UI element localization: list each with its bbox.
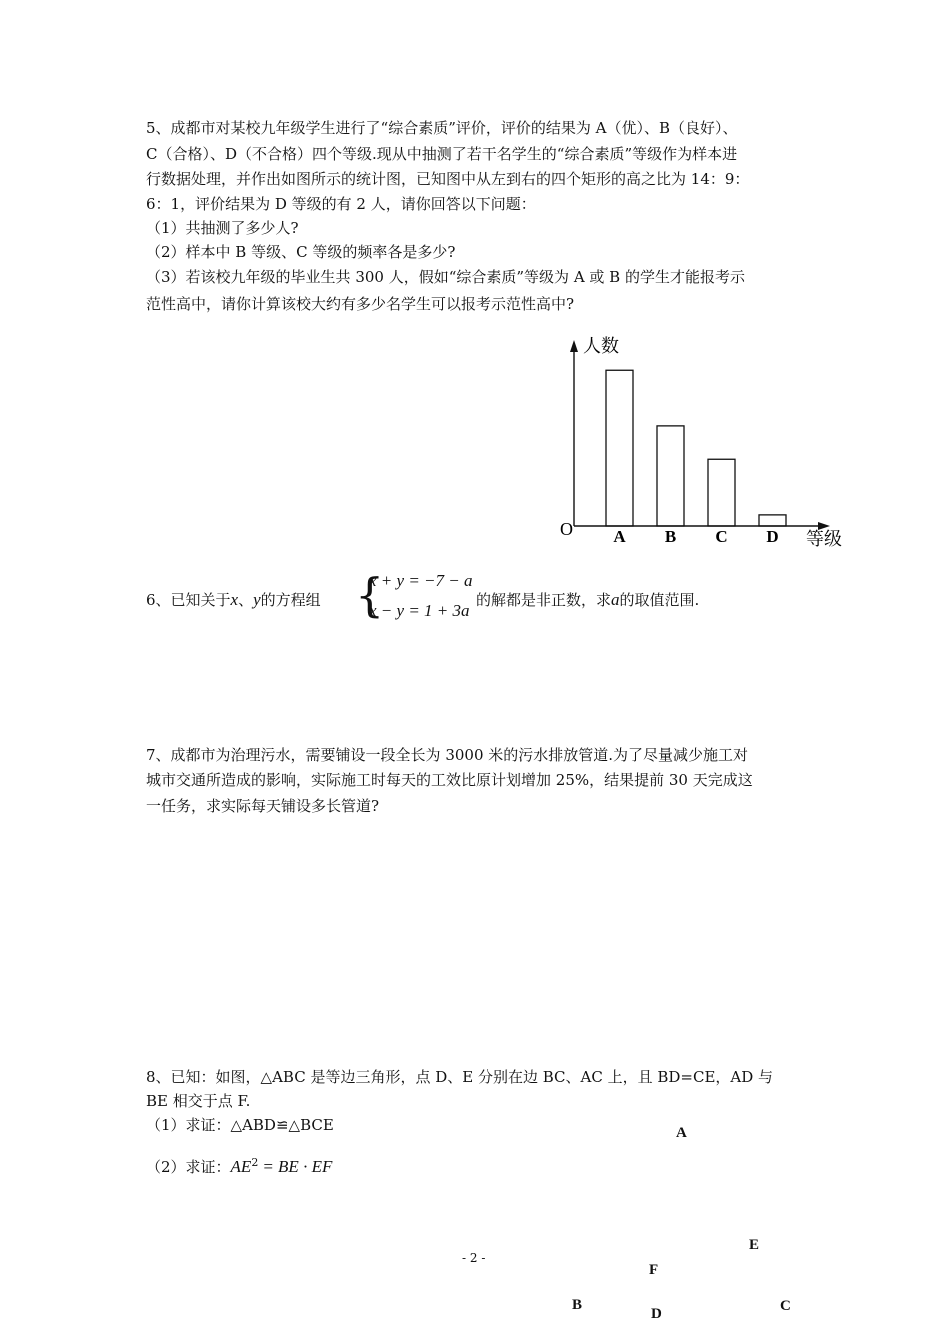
q5-sub2: （2）样本中 B 等级、C 等级的频率各是多少? [146, 243, 456, 261]
point-label-b: B [572, 1297, 583, 1313]
x-axis-label: 等级 [806, 529, 842, 549]
q6-brace: { [355, 568, 385, 622]
bar-b [657, 426, 684, 526]
bar-c [708, 459, 735, 526]
point-label-a: A [676, 1125, 687, 1141]
q6-sep: 、 [238, 591, 254, 609]
point-label-e: E [749, 1237, 760, 1253]
q8-sub2-exp: 2 [251, 1156, 259, 1169]
point-label-d: D [651, 1306, 662, 1322]
q6-var-y: y [253, 590, 261, 609]
point-label-c: C [780, 1298, 791, 1314]
tick-label-c: C [715, 527, 728, 546]
q6-mid: 的方程组 [260, 591, 321, 609]
q6-var-a: a [611, 590, 620, 609]
q5-line-3: 行数据处理，并作出如图所示的统计图，已知图中从左到右的四个矩形的高之比为 14：9： [146, 170, 750, 188]
q6-var-x: x [230, 590, 239, 609]
q6-text [146, 588, 321, 612]
q5-line-2: C（合格）、D（不合格）四个等级.现从中抽测了若干名学生的“综合素质”等级作为样本进 [146, 145, 738, 163]
q8-sub2-prefix: （2）求证： [146, 1158, 231, 1176]
q8-sub2-lhs: AE [230, 1157, 252, 1176]
tick-label-a: A [613, 527, 626, 546]
q5-line-1: 5、成都市对某校九年级学生进行了“综合素质”评价，评价的结果为 A（优）、B（良好）、 [146, 119, 738, 137]
q8-sub2 [146, 1151, 332, 1179]
q5-sub3b: 范性高中，请你计算该校大约有多少名学生可以报考示范性高中? [146, 295, 575, 313]
q7-line-3: 一任务，求实际每天铺设多长管道? [146, 797, 380, 815]
bar-d [759, 515, 786, 526]
y-axis-arrow [570, 340, 578, 352]
origin-label: O [560, 519, 573, 539]
q6-end: 的取值范围. [619, 591, 700, 609]
q6-suffix: 的解都是非正数，求 [476, 591, 612, 609]
page-number: - 2 - [462, 1251, 486, 1265]
bar-chart [550, 330, 850, 560]
q8-sub1: （1）求证：△ABD≌△BCE [146, 1116, 334, 1134]
q5-sub3a: （3）若该校九年级的毕业生共 300 人，假如“综合素质”等级为 A 或 B 的学生才能报考示 [146, 268, 745, 286]
bar-a [606, 370, 633, 526]
tick-label-b: B [664, 527, 677, 546]
q6-tail [476, 588, 699, 612]
q5-line-4: 6：1，评价结果为 D 等级的有 2 人，请你回答以下问题： [146, 195, 536, 213]
q7-line-1: 7、成都市为治理污水，需要铺设一段全长为 3000 米的污水排放管道.为了尽量减少施工对 [146, 746, 749, 764]
q8-line-2: BE 相交于点 F. [146, 1092, 251, 1110]
point-label-f: F [649, 1262, 659, 1278]
q5-sub1: （1）共抽测了多少人? [146, 219, 299, 237]
q6-eq2: x − y = 1 + 3a [369, 601, 470, 620]
y-axis-label: 人数 [583, 336, 619, 356]
q7-line-2: 城市交通所造成的影响，实际施工时每天的工效比原计划增加 25%，结果提前 30 天完成这 [146, 771, 753, 789]
q8-line-1: 8、已知：如图，△ABC 是等边三角形，点 D、E 分别在边 BC、AC 上，且 BD=CE，AD 与 [146, 1068, 774, 1086]
q6-eq1: x + y = −7 − a [369, 571, 473, 590]
q6-prefix: 6、已知关于 [146, 591, 231, 609]
tick-label-d: D [766, 527, 779, 546]
q8-sub2-rhs: = BE · EF [262, 1157, 333, 1176]
